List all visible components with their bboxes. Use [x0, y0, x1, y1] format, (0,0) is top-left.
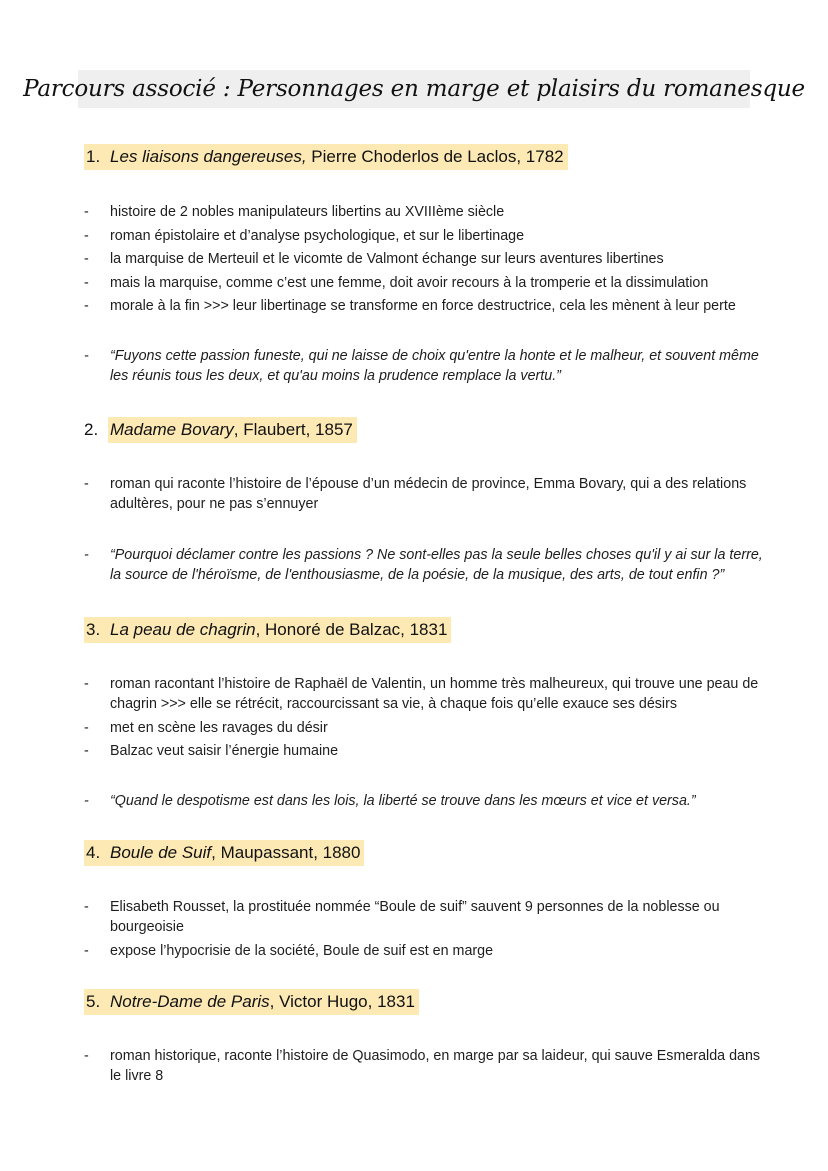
list-item: - roman racontant l’histoire de Raphaël de Valentin, un homme très malheureux, qui trouve une peau de chagrin >>> elle se rétrécit, raccourcissant sa vie, à chaque fois qu’elle exauce ses désirs	[84, 674, 774, 714]
work-title: Boule de Suif	[110, 843, 212, 862]
work-title: Les liaisons dangereuses,	[110, 147, 307, 166]
section-heading-1	[84, 147, 568, 167]
work-author: , Flaubert, 1857	[233, 420, 353, 439]
list-item: - Balzac veut saisir l’énergie humaine	[84, 741, 774, 761]
section-heading-3	[84, 620, 451, 640]
title-banner	[23, 70, 805, 108]
list-item: - la marquise de Merteuil et le vicomte de Valmont échange sur leurs aventures libertines	[84, 249, 774, 269]
section-4-bullets	[84, 897, 774, 964]
list-item: - mais la marquise, comme c’est une femme, doit avoir recours à la tromperie et la dissimulation	[84, 273, 774, 293]
section-heading-4	[84, 843, 364, 863]
section-heading-2	[84, 420, 357, 440]
section-number: 5.	[86, 992, 101, 1011]
list-item: - roman qui raconte l’histoire de l’épouse d’un médecin de province, Emma Bovary, qui a des relations adultères, pour ne pas s’ennuyer	[84, 474, 774, 514]
section-heading-highlight	[84, 144, 568, 170]
section-heading-highlight	[84, 840, 364, 866]
work-author: , Honoré de Balzac, 1831	[255, 620, 448, 639]
list-item: - roman historique, raconte l’histoire de Quasimodo, en marge par sa laideur, qui sauve Esmeralda dans le livre 8	[84, 1046, 774, 1086]
section-2-quote	[84, 545, 774, 589]
work-title: Madame Bovary	[110, 420, 234, 439]
section-heading-highlight	[108, 417, 357, 443]
section-3-quote	[84, 791, 774, 815]
section-3-bullets	[84, 674, 774, 765]
list-item: - met en scène les ravages du désir	[84, 718, 774, 738]
list-item: - Elisabeth Rousset, la prostituée nommée “Boule de suif” sauvent 9 personnes de la noblesse ou bourgeoisie	[84, 897, 774, 937]
quote: - “Pourquoi déclamer contre les passions ? Ne sont-elles pas la seule belles choses qu'il y ai sur la terre, la source de l'héroïsme, de l'enthousiasme, de la poésie, de la musique, des arts, de tout enfin ?”	[84, 545, 774, 585]
page-title: Parcours associé : Personnages en marge et plaisirs du romanesque	[23, 76, 805, 102]
list-item: - morale à la fin >>> leur libertinage se transforme en force destructrice, cela les mènent à leur perte	[84, 296, 774, 316]
section-heading-highlight	[84, 989, 419, 1015]
section-number: 2.	[84, 420, 99, 439]
list-item: - histoire de 2 nobles manipulateurs libertins au XVIIIème siècle	[84, 202, 774, 222]
section-1-quote	[84, 346, 774, 390]
section-heading-5	[84, 992, 419, 1012]
section-number: 3.	[86, 620, 101, 639]
section-2-bullets	[84, 474, 774, 518]
section-1-bullets	[84, 202, 774, 320]
quote: - “Quand le despotisme est dans les lois, la liberté se trouve dans les mœurs et vice et versa.”	[84, 791, 774, 811]
list-item: - expose l’hypocrisie de la société, Boule de suif est en marge	[84, 941, 774, 961]
section-5-bullets	[84, 1046, 774, 1090]
work-author: , Maupassant, 1880	[211, 843, 361, 862]
work-title: La peau de chagrin	[110, 620, 256, 639]
section-heading-highlight	[84, 617, 451, 643]
section-number: 4.	[86, 843, 101, 862]
list-item: - roman épistolaire et d’analyse psychologique, et sur le libertinage	[84, 226, 774, 246]
quote: - “Fuyons cette passion funeste, qui ne laisse de choix qu'entre la honte et le malheur, et souvent même les réunis tous les deux, et qu'au moins la prudence remplace la vertu.”	[84, 346, 774, 386]
work-author: Pierre Choderlos de Laclos, 1782	[306, 147, 564, 166]
section-number: 1.	[86, 147, 101, 166]
work-title: Notre-Dame de Paris	[110, 992, 270, 1011]
work-author: , Victor Hugo, 1831	[269, 992, 415, 1011]
